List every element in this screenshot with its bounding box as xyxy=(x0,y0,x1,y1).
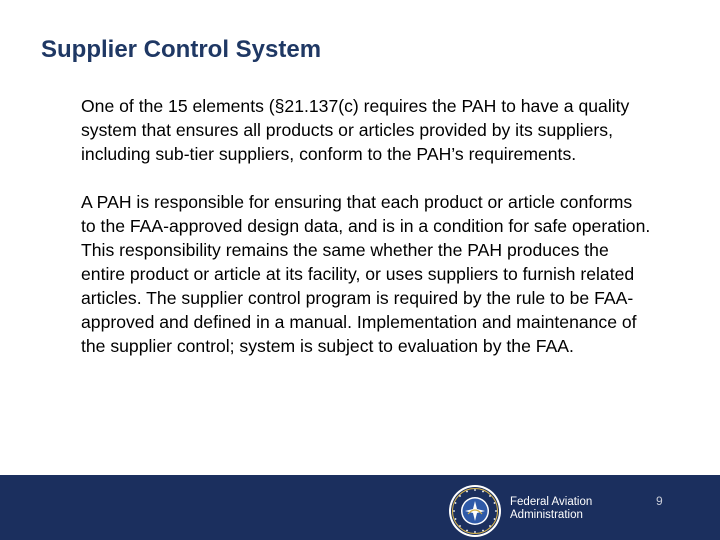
footer-bar xyxy=(0,475,720,540)
page-number: 9 xyxy=(656,494,663,508)
slide-body xyxy=(81,94,651,358)
agency-name-line-2: Administration xyxy=(510,508,583,521)
faa-seal-icon xyxy=(448,484,502,538)
body-paragraph-2: A PAH is responsible for ensuring that each product or article conforms to the FAA-approved design data, and is in a condition for safe operation. This responsibility remains the same whether the PAH produces the entire product or article at its facility, or uses suppliers to furnish related articles. The supplier control program is required by the rule to be FAA-approved and defined in a manual. Implementation and maintenance of the supplier control; system is subject to evaluation by the FAA. xyxy=(81,192,651,356)
agency-name xyxy=(510,496,592,521)
agency-name-line-1: Federal Aviation xyxy=(510,496,593,508)
body-paragraph-1: One of the 15 elements (§21.137(c) requires the PAH to have a quality system that ensures all products or articles provided by its suppliers, including sub-tier suppliers, conform to the PAH’s requirements. xyxy=(81,96,630,164)
slide-title: Supplier Control System xyxy=(41,36,322,63)
